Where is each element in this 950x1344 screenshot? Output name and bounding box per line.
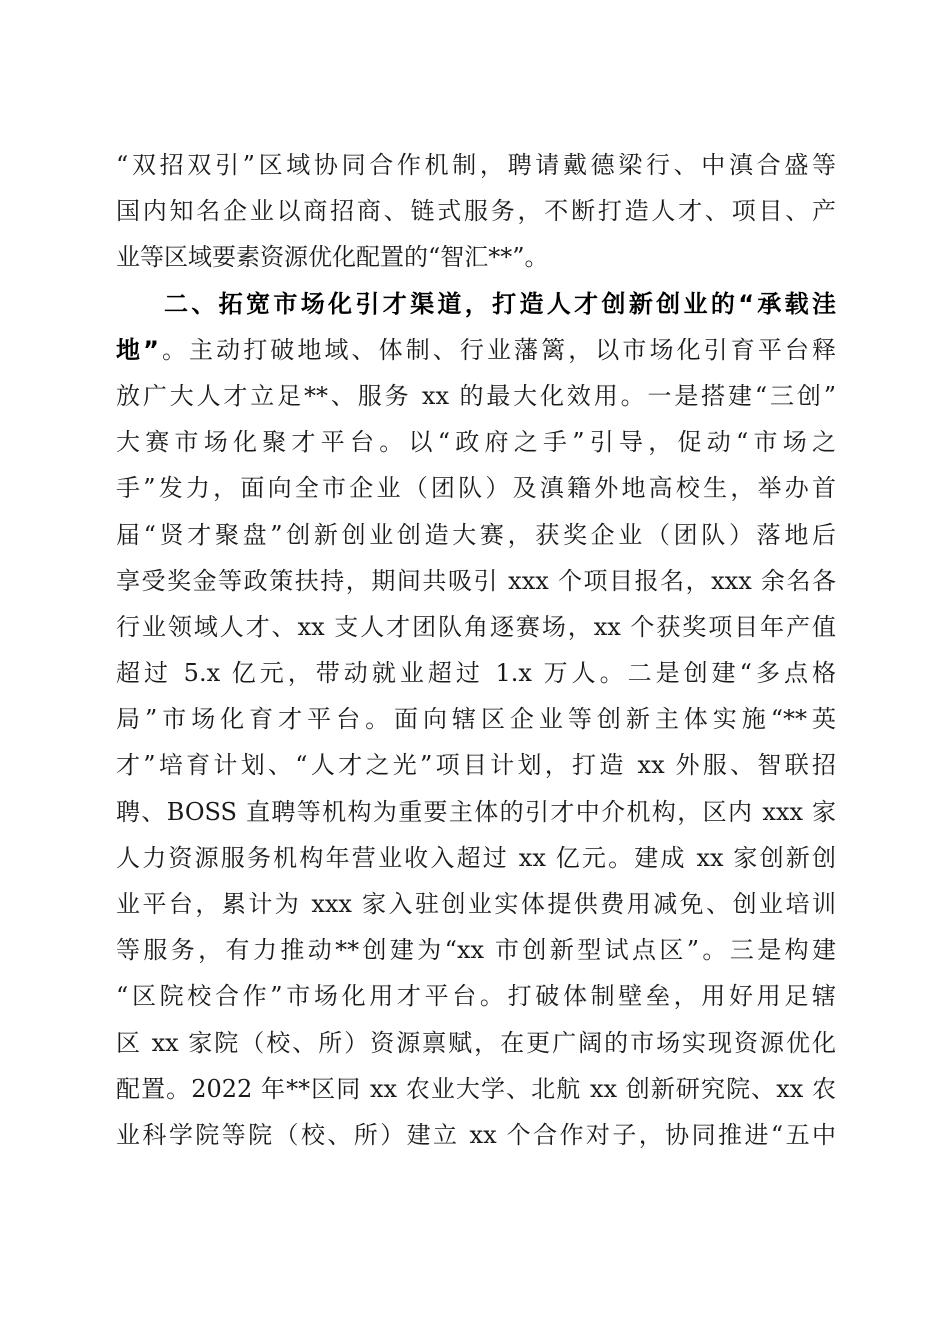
section-heading-end: 地” [116,335,159,364]
text-line: 等服务，有力推动**创建为“xx 市创新型试点区”。三是构建 [116,936,836,965]
text-line: 才”培育计划、“人才之光”项目计划，打造 xx 外服、智联招 [116,751,836,780]
text-line: 放广大人才立足**、服务 xx 的最大化效用。一是搭建“三创” [116,381,836,410]
text-line: 享受奖金等政策扶持，期间共吸引 xxx 个项目报名，xxx 余名各 [116,566,836,595]
text-line [116,327,836,373]
document-body [116,142,836,1158]
section-heading: 二、拓宽市场化引才渠道，打造人才创新创业的“承载洼 [164,289,836,318]
text-span: 。主动打破地域、体制、行业藩篱，以市场化引育平台释 [158,335,836,364]
text-line: 业等区域要素资源优化配置的“智汇**”。 [116,243,549,272]
text-line: 业科学院等院（校、所）建立 xx 个合作对子，协同推进“五中 [116,1120,836,1149]
text-line: 大赛市场化聚才平台。以“政府之手”引导，促动“市场之 [116,428,836,457]
section-heading-line [116,281,836,327]
text-line: 聘、BOSS 直聘等机构为重要主体的引才中介机构，区内 xxx 家 [116,797,836,826]
text-line: 届“贤才聚盘”创新创业创造大赛，获奖企业（团队）落地后 [116,520,836,549]
text-line: “区院校合作”市场化用才平台。打破体制壁垒，用好用足辖 [116,982,836,1011]
text-line: 配置。2022 年**区同 xx 农业大学、北航 xx 创新研究院、xx 农 [116,1074,836,1103]
text-line: 国内知名企业以商招商、链式服务，不断打造人才、项目、产 [116,197,836,226]
text-line: 超过 5.x 亿元，带动就业超过 1.x 万人。二是创建“多点格 [116,659,836,688]
text-line: 局”市场化育才平台。面向辖区企业等创新主体实施“**英 [116,705,836,734]
text-line: 区 xx 家院（校、所）资源禀赋，在更广阔的市场实现资源优化 [116,1028,836,1057]
text-line: 人力资源服务机构年营业收入超过 xx 亿元。建成 xx 家创新创 [116,843,836,872]
text-line: 业平台，累计为 xxx 家入驻创业实体提供费用减免、创业培训 [116,890,836,918]
text-line: 手”发力，面向全市企业（团队）及滇籍外地高校生，举办首 [116,474,836,503]
text-line: 行业领域人才、xx 支人才团队角逐赛场，xx 个获奖项目年产值 [116,612,836,641]
text-line: “双招双引”区域协同合作机制，聘请戴德梁行、中滇合盛等 [116,151,836,179]
